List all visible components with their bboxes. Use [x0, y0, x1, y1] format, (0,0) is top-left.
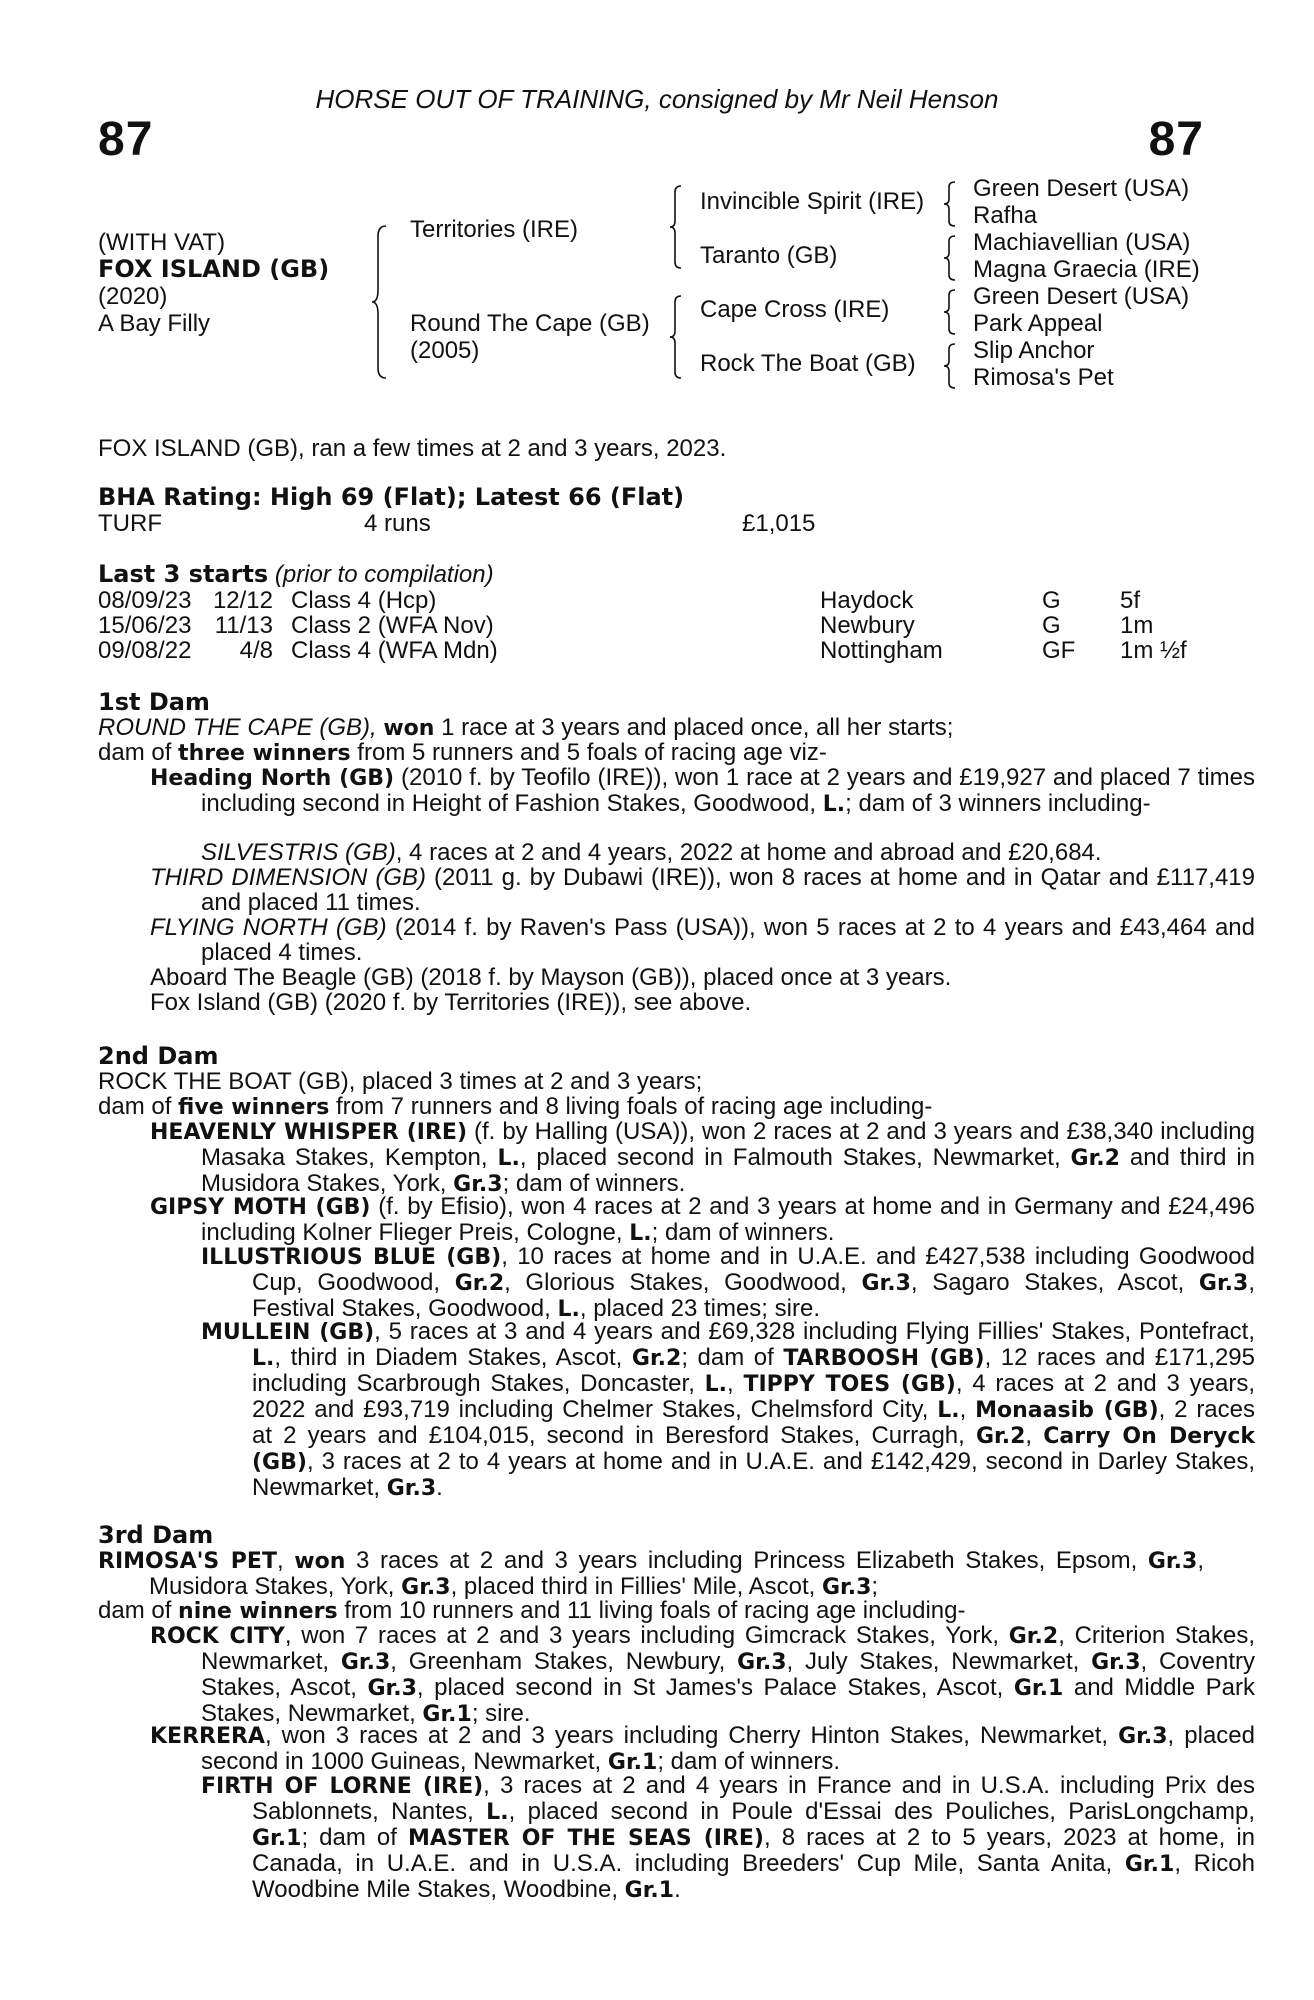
produce-text: , 3 races at 2 and 4 years in France and in U.S.A. including Prix des Sablonnets, Nantes, — [252, 1772, 1256, 1825]
produce-text: (2011 g. by Dubawi (IRE)), won 8 races at home and in Qatar and £117,419 and placed 11 times. — [201, 864, 1256, 916]
dam-of-label: dam of — [98, 739, 179, 766]
produce-mullein — [201, 1319, 1255, 1501]
third-dam-name: RIMOSA'S PET — [98, 1549, 277, 1574]
produce-name: FLYING NORTH (GB) — [150, 914, 387, 941]
pedigree-gg-8: Rimosa's Pet — [973, 364, 1114, 391]
race-summary: FOX ISLAND (GB), ran a few times at 2 and 3 years, 2023. — [98, 435, 727, 462]
lot-number-right: 87 — [1148, 113, 1204, 166]
produce-name: KERRERA — [150, 1724, 265, 1749]
produce-name: MULLEIN (GB) — [201, 1320, 375, 1345]
produce-text: , 12 races and £171,295 including Scarbrough Stakes, Doncaster, — [252, 1344, 1255, 1397]
produce-text: Aboard The Beagle (GB) (2018 f. by Mayson (GB)), placed once at 3 years. — [150, 964, 952, 991]
first-dam-produce-line — [98, 740, 827, 766]
produce-name: SILVESTRIS (GB) — [201, 839, 396, 866]
third-dam-record: RIMOSA'S PET, won 3 races at 2 and 3 years including Princess Elizabeth Stakes, Epsom, Gr.3, Musidora Stakes, York, Gr.3, placed third in Fillies' Mile, Ascot, Gr.3; — [98, 1547, 1204, 1600]
group-mark: Gr.3 — [453, 1172, 503, 1197]
group-mark: Gr.3 — [1198, 1271, 1249, 1296]
start-distance: 1m — [1120, 612, 1154, 639]
first-dam-record: 1 race at 3 years and placed once, all her starts; — [434, 714, 954, 741]
second-dam-produce-tail: from 7 runners and 8 living foals of racing age including- — [329, 1093, 933, 1120]
produce-text: 3 races at 2 and 3 years including Princess Elizabeth Stakes, Epsom, — [345, 1547, 1148, 1574]
produce-fox-island — [150, 990, 1255, 1015]
produce-text: , placed second in 1000 Guineas, Newmarket, — [201, 1722, 1255, 1775]
start-race: Class 2 (WFA Nov) — [291, 612, 494, 639]
start-position: 11/13 — [214, 612, 273, 639]
pedigree-dam-year: (2005) — [410, 337, 480, 364]
table-row — [98, 588, 1198, 613]
dam-of-label: dam of — [98, 1093, 179, 1120]
second-dam-line: ROCK THE BOAT (GB), placed 3 times at 2 and 3 years; — [98, 1068, 703, 1095]
produce-name: TARBOOSH (GB) — [783, 1346, 985, 1371]
pedigree-sire-sire: Invincible Spirit (IRE) — [700, 188, 925, 215]
table-row — [98, 638, 1198, 663]
listed-mark: L. — [486, 1800, 509, 1825]
produce-name: ILLUSTRIOUS BLUE (GB) — [201, 1245, 502, 1270]
produce-illustrious-blue — [201, 1244, 1255, 1322]
listed-mark: L. — [822, 792, 846, 817]
produce-text: (2010 f. by Teofilo (IRE)), won 1 race at 2 years and £19,927 and placed 7 times including second in Height of Fashion Stakes, Goodwood, — [201, 764, 1255, 817]
produce-text: ; dam of — [681, 1344, 784, 1371]
produce-text: , 10 races at home and in U.A.E. and £427,538 including Goodwood Cup, Goodwood, — [252, 1243, 1256, 1296]
produce-text: ; dam of winners. — [502, 1170, 686, 1197]
produce-text: ; sire. — [471, 1700, 531, 1727]
produce-name: Carry On Deryck (GB) — [252, 1424, 1255, 1475]
winners-count: nine winners — [178, 1599, 338, 1624]
pedigree-brace-dam — [668, 294, 684, 380]
group-mark: Gr.3 — [861, 1271, 911, 1296]
horse-year: (2020) — [98, 283, 168, 310]
winners-count: three winners — [178, 741, 351, 766]
group-mark: Gr.1 — [607, 1750, 658, 1775]
produce-kerrera — [150, 1723, 1255, 1775]
pedigree-gg-1: Green Desert (USA) — [973, 175, 1190, 202]
start-distance: 5f — [1120, 587, 1141, 614]
produce-text: , Criterion Stakes, Newmarket, — [201, 1622, 1256, 1675]
start-course: Newbury — [820, 612, 915, 639]
start-race: Class 4 (Hcp) — [291, 587, 437, 614]
pedigree-dam-sire: Cape Cross (IRE) — [700, 296, 890, 323]
pedigree-sire-dam: Taranto (GB) — [700, 242, 838, 269]
first-dam-won: won — [383, 716, 435, 741]
produce-text: Fox Island (GB) (2020 f. by Territories (IRE)), see above. — [150, 989, 752, 1016]
pedigree-dam: Round The Cape (GB) — [410, 310, 650, 337]
produce-text: , 5 races at 3 and 4 years and £69,328 including Flying Fillies' Stakes, Pontefract, — [374, 1318, 1256, 1345]
produce-text: (f. by Halling (USA)), won 2 races at 2 and 3 years and £38,340 including Masaka Stakes, Kempton, — [201, 1118, 1255, 1171]
produce-text: , placed third in Fillies' Mile, Ascot, — [450, 1573, 822, 1600]
start-date: 08/09/23 — [98, 587, 192, 614]
listed-mark: L. — [497, 1146, 520, 1171]
produce-text: ; — [871, 1573, 879, 1600]
produce-text: , Glorious Stakes, Goodwood, — [504, 1269, 862, 1296]
produce-text: ; dam of — [301, 1824, 408, 1851]
third-dam-heading: 3rd Dam — [98, 1521, 214, 1549]
produce-text: , Coventry Stakes, Ascot, — [201, 1648, 1256, 1701]
produce-name: MASTER OF THE SEAS (IRE) — [407, 1826, 764, 1851]
third-dam-produce-tail: from 10 runners and 11 living foals of racing age including- — [337, 1597, 966, 1624]
produce-text: , — [1025, 1422, 1044, 1449]
produce-text: , Musidora Stakes, York, — [149, 1547, 1204, 1600]
group-mark: Gr.2 — [454, 1271, 505, 1296]
produce-text: , Ricoh Woodbine Mile Stakes, Woodbine, — [252, 1850, 1255, 1903]
start-race: Class 4 (WFA Mdn) — [291, 637, 498, 664]
bha-rating: BHA Rating: High 69 (Flat); Latest 66 (Flat) — [98, 483, 685, 511]
group-mark: Gr.3 — [821, 1575, 872, 1600]
group-mark: Gr.3 — [386, 1476, 437, 1501]
produce-name: Heading North (GB) — [150, 766, 395, 791]
pedigree-brace-main — [370, 224, 390, 380]
produce-text: (f. by Efisio), won 4 races at 2 and 3 years at home and in Germany and £24,496 including Kolner Flieger Preis, Cologne, — [201, 1193, 1255, 1246]
first-dam-heading: 1st Dam — [98, 688, 210, 716]
last-starts-heading — [98, 562, 494, 587]
produce-text: , won 3 races at 2 and 3 years including Cherry Hinton Stakes, Newmarket, — [264, 1722, 1119, 1749]
start-course: Nottingham — [820, 637, 943, 664]
rating-surface: TURF — [98, 510, 162, 537]
produce-text: , 4 races at 2 and 3 years, 2022 and £93,719 including Chelmer Stakes, Chelmsford City, — [252, 1370, 1255, 1423]
produce-text: , July Stakes, Newmarket, — [786, 1648, 1092, 1675]
produce-text: , 8 races at 2 to 5 years, 2023 at home, in Canada, in U.A.E. and in U.S.A. including Breeders' Cup Mile, Santa Anita, — [252, 1824, 1256, 1877]
produce-text: , Greenham Stakes, Newbury, — [390, 1648, 738, 1675]
group-mark: Gr.1 — [252, 1826, 302, 1851]
start-distance: 1m ½f — [1120, 637, 1187, 664]
produce-name: ROCK CITY — [150, 1624, 285, 1649]
produce-text: , 3 races at 2 to 4 years at home and in U.A.E. and £142,429, second in Darley Stakes, Newmarket, — [252, 1448, 1255, 1501]
produce-text: ; dam of winners. — [657, 1748, 841, 1775]
produce-text: , third in Diadem Stakes, Ascot, — [274, 1344, 632, 1371]
produce-silvestris — [201, 840, 1255, 865]
rating-runs: 4 runs — [364, 510, 431, 537]
group-mark: Gr.1 — [624, 1878, 675, 1903]
last-starts-title: Last 3 starts — [98, 560, 269, 588]
produce-text: , placed 23 times; sire. — [579, 1295, 820, 1322]
pedigree-brace-gg4 — [942, 342, 958, 390]
pedigree-gg-6: Park Appeal — [973, 310, 1103, 337]
start-position: 4/8 — [239, 637, 273, 664]
produce-name: HEAVENLY WHISPER (IRE) — [150, 1120, 467, 1145]
pedigree-brace-gg2 — [942, 234, 958, 282]
listed-mark: L. — [629, 1221, 652, 1246]
produce-text: . — [436, 1474, 443, 1501]
pedigree-gg-5: Green Desert (USA) — [973, 283, 1190, 310]
produce-text: and third in Musidora Stakes, York, — [201, 1144, 1256, 1197]
produce-text: , — [727, 1370, 744, 1397]
start-position: 12/12 — [212, 587, 273, 614]
produce-text: , — [959, 1396, 976, 1423]
produce-text: , placed second in Poule d'Essai des Pouliches, ParisLongchamp, — [508, 1798, 1255, 1825]
group-mark: Gr.1 — [1124, 1852, 1175, 1877]
group-mark: Gr.3 — [1091, 1650, 1141, 1675]
group-mark: Gr.2 — [1070, 1146, 1120, 1171]
produce-firth-of-lorne — [201, 1773, 1255, 1903]
produce-aboard-the-beagle — [150, 965, 1255, 990]
produce-third-dimension — [150, 865, 1255, 915]
start-date: 09/08/22 — [98, 637, 192, 664]
vat-label: (WITH VAT) — [98, 229, 226, 256]
start-course: Haydock — [820, 587, 914, 614]
produce-text: , placed second in St James's Palace Stakes, Ascot, — [416, 1674, 1014, 1701]
group-mark: Gr.2 — [1008, 1624, 1059, 1649]
listed-mark: L. — [252, 1346, 275, 1371]
produce-gipsy-moth — [150, 1194, 1255, 1246]
start-going: GF — [1042, 637, 1076, 664]
group-mark: Gr.3 — [367, 1676, 417, 1701]
produce-text: ; dam of winners. — [651, 1219, 835, 1246]
produce-text: (2014 f. by Raven's Pass (USA)), won 5 races at 2 to 4 years and £43,464 and placed 4 times. — [201, 914, 1255, 966]
group-mark: Gr.3 — [1118, 1724, 1168, 1749]
produce-name: Monaasib (GB) — [975, 1398, 1159, 1423]
third-dam-won: won — [294, 1549, 346, 1574]
produce-text: and Middle Park Stakes, Newmarket, — [201, 1674, 1255, 1727]
group-mark: Gr.1 — [422, 1702, 472, 1727]
group-mark: Gr.1 — [1013, 1676, 1064, 1701]
produce-text: , Sagaro Stakes, Ascot, — [910, 1269, 1199, 1296]
horse-name: FOX ISLAND (GB) — [98, 255, 330, 283]
group-mark: Gr.2 — [975, 1424, 1026, 1449]
start-going: G — [1042, 612, 1061, 639]
produce-name: TIPPY TOES (GB) — [743, 1372, 956, 1397]
produce-name: GIPSY MOTH (GB) — [150, 1195, 371, 1220]
group-mark: Gr.3 — [401, 1575, 451, 1600]
produce-name: FIRTH OF LORNE (IRE) — [201, 1774, 484, 1799]
group-mark: Gr.3 — [737, 1650, 787, 1675]
horse-description: A Bay Filly — [98, 310, 211, 337]
listed-mark: L. — [557, 1297, 580, 1322]
produce-text: , 4 races at 2 and 4 years, 2022 at home and abroad and £20,684. — [395, 839, 1102, 866]
group-mark: Gr.3 — [340, 1650, 391, 1675]
second-dam-produce-line — [98, 1094, 932, 1120]
produce-flying-north — [150, 915, 1255, 965]
start-going: G — [1042, 587, 1061, 614]
start-date: 15/06/23 — [98, 612, 192, 639]
produce-text: , won 7 races at 2 and 3 years including Gimcrack Stakes, York, — [284, 1622, 1009, 1649]
listed-mark: L. — [937, 1398, 960, 1423]
pedigree-sire: Territories (IRE) — [410, 216, 579, 243]
table-row — [98, 613, 1198, 638]
pedigree-dam-dam: Rock The Boat (GB) — [700, 350, 916, 377]
pedigree-brace-sire — [668, 184, 684, 270]
second-dam-heading: 2nd Dam — [98, 1042, 219, 1070]
consignment-subtitle: HORSE OUT OF TRAINING, consigned by Mr Neil Henson — [315, 84, 999, 114]
produce-name: THIRD DIMENSION (GB) — [150, 864, 427, 891]
pedigree-gg-7: Slip Anchor — [973, 337, 1095, 364]
produce-text: . — [674, 1876, 681, 1903]
first-dam-line — [98, 715, 953, 741]
first-dam-produce-tail: from 5 runners and 5 foals of racing age viz- — [350, 739, 827, 766]
pedigree-gg-4: Magna Graecia (IRE) — [973, 256, 1200, 283]
produce-heading-north — [150, 765, 1255, 817]
dam-of-label: dam of — [98, 1597, 179, 1624]
group-mark: Gr.2 — [631, 1346, 682, 1371]
group-mark: Gr.3 — [1147, 1549, 1198, 1574]
produce-text-2: ; dam of 3 winners including- — [845, 790, 1151, 817]
pedigree-brace-gg3 — [942, 288, 958, 336]
produce-heavenly-whisper — [150, 1119, 1255, 1197]
produce-rock-city — [150, 1623, 1255, 1727]
third-dam-produce-line — [98, 1598, 965, 1624]
produce-text: , placed second in Falmouth Stakes, Newmarket, — [519, 1144, 1071, 1171]
last-starts-note: (prior to compilation) — [274, 561, 494, 588]
winners-count: five winners — [178, 1095, 330, 1120]
rating-earnings: £1,015 — [742, 510, 816, 537]
pedigree-gg-3: Machiavellian (USA) — [973, 229, 1191, 256]
produce-text: , Festival Stakes, Goodwood, — [252, 1269, 1255, 1322]
lot-number-left: 87 — [98, 113, 154, 166]
pedigree-brace-gg1 — [942, 180, 958, 228]
pedigree-gg-2: Rafha — [973, 202, 1038, 229]
first-dam-name: ROUND THE CAPE (GB), — [98, 714, 377, 741]
listed-mark: L. — [704, 1372, 728, 1397]
produce-text: , 2 races at 2 years and £104,015, second in Beresford Stakes, Curragh, — [252, 1396, 1256, 1449]
